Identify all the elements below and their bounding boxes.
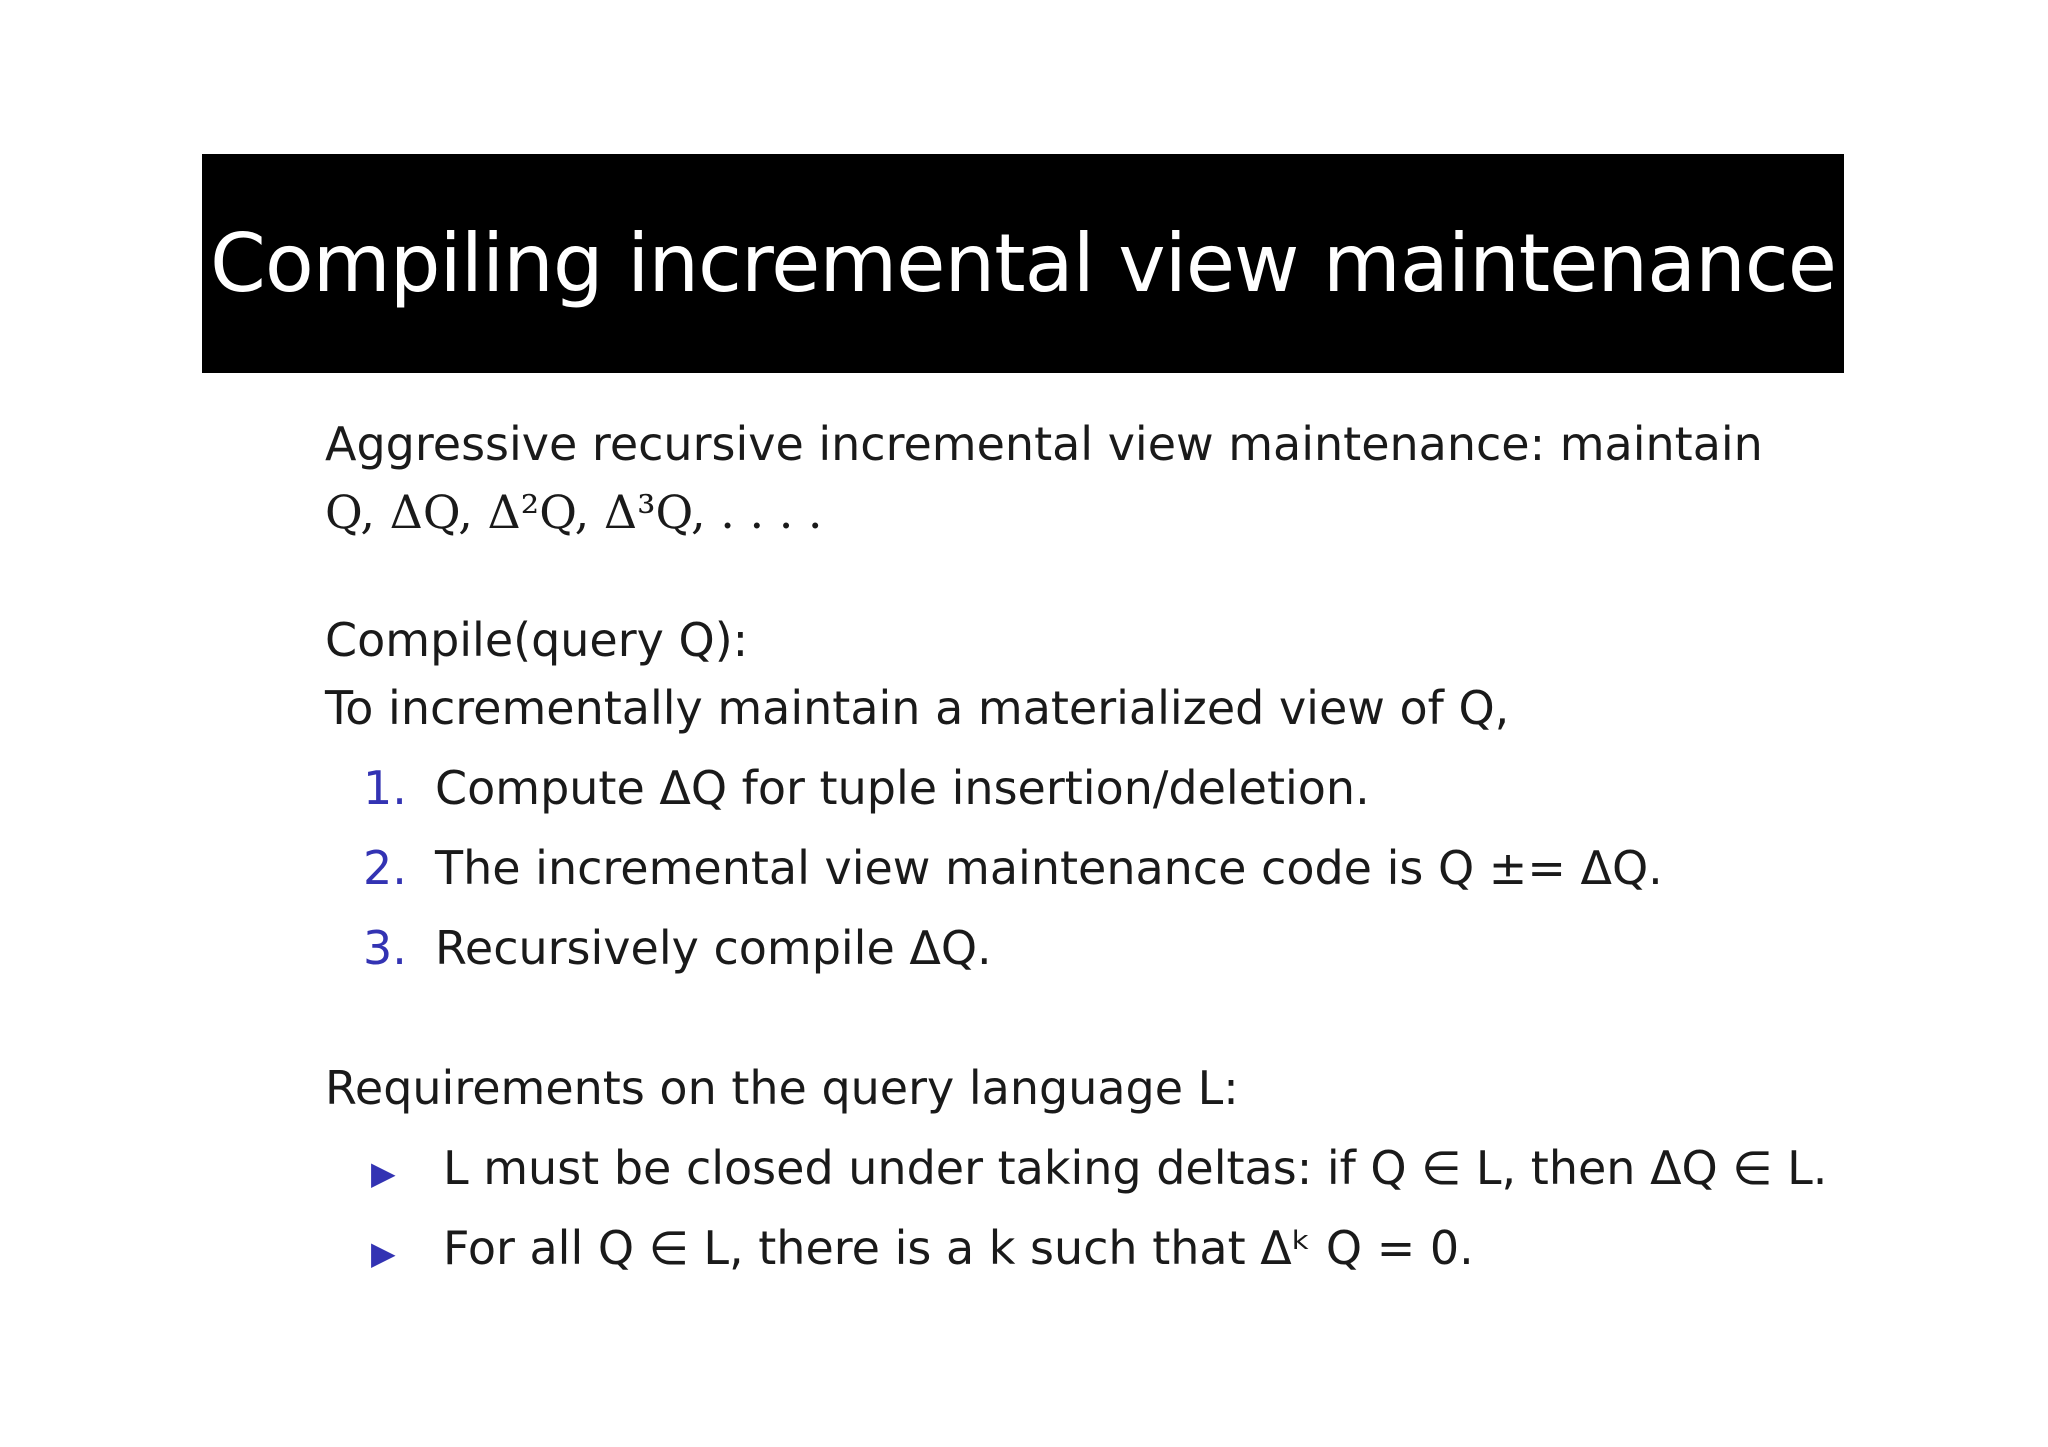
compile-lead: To incrementally maintain a materialized view of Q, [325, 681, 1510, 735]
step-number: 1. [363, 761, 407, 815]
slide-title-bar [202, 154, 1844, 373]
requirement-text: L must be closed under taking deltas: if Q ∈ L, then ΔQ ∈ L. [443, 1141, 1828, 1195]
slide-title: Compiling incremental view maintenance [209, 217, 1837, 310]
requirements-heading: Requirements on the query language L: [325, 1061, 1239, 1115]
list-item [325, 1214, 1885, 1294]
step-number: 2. [363, 841, 407, 895]
intro-sequence: Q, ΔQ, Δ²Q, Δ³Q, . . . . [325, 485, 823, 539]
list-item [325, 834, 1885, 914]
intro-text: Aggressive recursive incremental view maintenance: maintain [325, 417, 1763, 471]
step-text: Recursively compile ΔQ. [435, 921, 992, 975]
list-item [325, 754, 1885, 834]
requirements-list [325, 1134, 1885, 1294]
step-text: The incremental view maintenance code is Q ±= ΔQ. [435, 841, 1663, 895]
triangle-right-icon: ▶ [371, 1234, 396, 1272]
step-text: Compute ΔQ for tuple insertion/deletion. [435, 761, 1370, 815]
slide-body [325, 410, 1885, 1294]
compile-steps [325, 754, 1885, 994]
list-item [325, 1134, 1885, 1214]
step-number: 3. [363, 921, 407, 975]
compile-heading: Compile(query Q): [325, 613, 749, 667]
requirement-text: For all Q ∈ L, there is a k such that Δᵏ Q = 0. [443, 1221, 1474, 1275]
triangle-right-icon: ▶ [371, 1154, 396, 1192]
list-item [325, 914, 1885, 994]
